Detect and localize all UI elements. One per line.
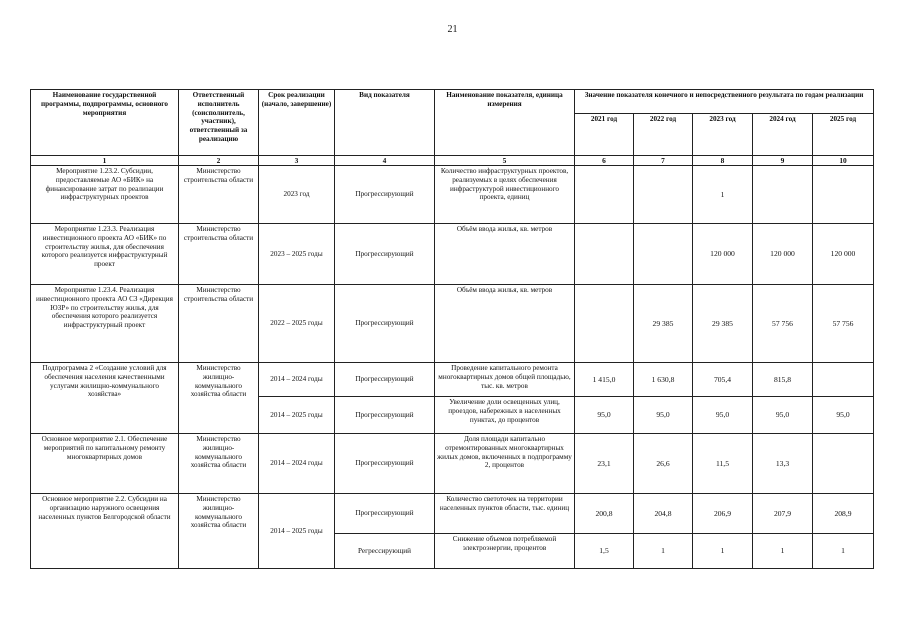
column-number: 7 [634,156,693,166]
table-row [31,224,874,285]
table-row [31,285,874,363]
type-cell: Прогрессирующий [335,224,435,285]
program-cell: Мероприятие 1.23.4. Реализация инвестиционного проекта АО СЗ «Дирекция ЮЗР» по строительству жилья, для обеспечения которого реализуется инфраструктурный проект [31,285,179,363]
column-number: 1 [31,156,179,166]
value-cell [575,285,634,363]
indicator-cell: Количество светоточек на территории населенных пунктов области, тыс. единиц [435,494,575,534]
value-cell: 204,8 [634,494,693,534]
value-cell: 1 [753,534,813,569]
column-number: 3 [259,156,335,166]
header-year: 2024 год [753,114,813,156]
period-cell: 2022 – 2025 годы [259,285,335,363]
column-number: 10 [813,156,874,166]
executor-cell: Министерство строительства области [179,285,259,363]
type-cell: Прогрессирующий [335,434,435,494]
value-cell [575,224,634,285]
executor-cell: Министерство строительства области [179,166,259,224]
indicator-cell: Доля площади капитально отремонтированных многоквартирных жилых домов, включенных в подпрограмму 2, процентов [435,434,575,494]
page-number: 21 [447,24,458,35]
header-program: Наименование государственной программы, подпрограммы, основного мероприятия [31,90,179,156]
value-cell [634,166,693,224]
header-year: 2025 год [813,114,874,156]
program-cell: Мероприятие 1.23.3. Реализация инвестиционного проекта АО «БИК» по строительству жилья, для обеспечения которого реализуется инфраструктурный проект [31,224,179,285]
type-cell: Регрессирующий [335,534,435,569]
value-cell: 208,9 [813,494,874,534]
header-year: 2022 год [634,114,693,156]
indicator-cell: Объём ввода жилья, кв. метров [435,285,575,363]
value-cell: 1,5 [575,534,634,569]
value-cell: 57 756 [753,285,813,363]
period-cell: 2014 – 2024 годы [259,434,335,494]
table-row [31,166,874,224]
period-cell: 2023 год [259,166,335,224]
indicator-cell: Объём ввода жилья, кв. метров [435,224,575,285]
value-cell [575,166,634,224]
type-cell: Прогрессирующий [335,363,435,397]
header-indicator-name: Наименование показателя, единица измерения [435,90,575,156]
value-cell [813,434,874,494]
value-cell: 95,0 [693,397,753,434]
value-cell: 120 000 [753,224,813,285]
executor-cell: Министерство строительства области [179,224,259,285]
table-row [31,494,874,534]
header-indicator-type: Вид показателя [335,90,435,156]
value-cell: 200,8 [575,494,634,534]
program-cell: Основное мероприятие 2.1. Обеспечение мероприятий по капитальному ремонту многоквартирных домов [31,434,179,494]
column-number: 9 [753,156,813,166]
column-number: 5 [435,156,575,166]
value-cell: 95,0 [634,397,693,434]
value-cell: 1 [634,534,693,569]
value-cell: 120 000 [813,224,874,285]
header-period: Срок реализации (начало, завершение) [259,90,335,156]
value-cell: 95,0 [813,397,874,434]
indicator-cell: Увеличение доли освещенных улиц, проездов, набережных в населенных пунктах, до процентов [435,397,575,434]
value-cell [753,166,813,224]
header-year: 2021 год [575,114,634,156]
value-cell: 1 415,0 [575,363,634,397]
program-cell: Подпрограмма 2 «Создание условий для обеспечения населения качественными услугами жилищно-коммунального хозяйства» [31,363,179,434]
type-cell: Прогрессирующий [335,494,435,534]
value-cell [813,363,874,397]
value-cell: 206,9 [693,494,753,534]
indicator-cell: Количество инфраструктурных проектов, реализуемых в целях обеспечения инфраструктурой инвестиционного проекта, единиц [435,166,575,224]
value-cell: 29 385 [693,285,753,363]
value-cell: 23,1 [575,434,634,494]
indicator-cell: Проведение капитального ремонта многоквартирных домов общей площадью, тыс. кв. метров [435,363,575,397]
type-cell: Прогрессирующий [335,285,435,363]
header-year: 2023 год [693,114,753,156]
value-cell: 1 630,8 [634,363,693,397]
value-cell [813,166,874,224]
value-cell: 207,9 [753,494,813,534]
value-cell: 95,0 [575,397,634,434]
type-cell: Прогрессирующий [335,397,435,434]
value-cell: 1 [813,534,874,569]
table-row [31,434,874,494]
value-cell: 13,3 [753,434,813,494]
executor-cell: Министерство жилищно-коммунального хозяйства области [179,434,259,494]
type-cell: Прогрессирующий [335,166,435,224]
value-cell: 705,4 [693,363,753,397]
program-cell: Основное мероприятие 2.2. Субсидии на организацию наружного освещения населенных пунктов Белгородской области [31,494,179,569]
column-number: 2 [179,156,259,166]
header-executor: Ответственный исполнитель (соисполнитель, участник), ответственный за реализацию [179,90,259,156]
value-cell: 57 756 [813,285,874,363]
value-cell: 1 [693,534,753,569]
value-cell: 1 [693,166,753,224]
value-cell: 120 000 [693,224,753,285]
period-cell: 2014 – 2025 годы [259,494,335,569]
table-row [31,363,874,397]
period-cell: 2014 – 2024 годы [259,363,335,397]
value-cell: 29 385 [634,285,693,363]
executor-cell: Министерство жилищно-коммунального хозяйства области [179,494,259,569]
value-cell: 815,8 [753,363,813,397]
column-number: 4 [335,156,435,166]
period-cell: 2014 – 2025 годы [259,397,335,434]
header-value-group: Значение показателя конечного и непосредственного результата по годам реализации [575,90,874,114]
column-number: 8 [693,156,753,166]
indicator-cell: Снижение объемов потребляемой электроэнергии, процентов [435,534,575,569]
column-number: 6 [575,156,634,166]
executor-cell: Министерство жилищно-коммунального хозяйства области [179,363,259,434]
program-cell: Мероприятие 1.23.2. Субсидии, предоставляемые АО «БИК» на финансирование затрат по реализации инфраструктурных проектов [31,166,179,224]
value-cell: 26,6 [634,434,693,494]
value-cell [634,224,693,285]
value-cell: 95,0 [753,397,813,434]
value-cell: 11,5 [693,434,753,494]
indicators-table [30,89,874,569]
period-cell: 2023 – 2025 годы [259,224,335,285]
